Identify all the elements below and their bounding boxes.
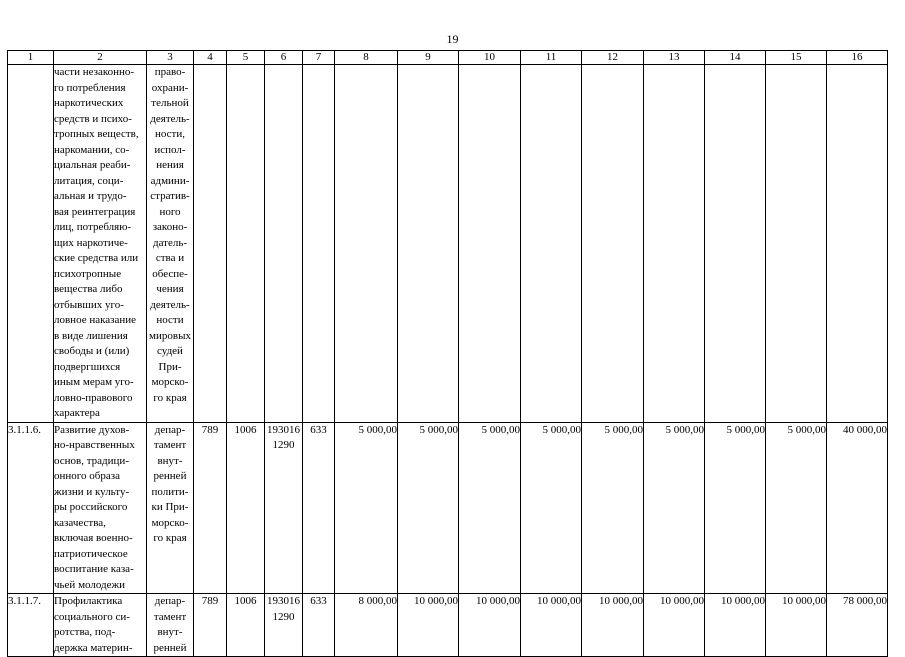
activity-name: Профилактика социального си- ротства, под- держка материн- [54, 594, 147, 657]
column-header: 14 [705, 51, 766, 65]
amount-cell: 5 000,00 [644, 422, 705, 594]
target-article-code: 193016 1290 [265, 594, 303, 657]
table-row [8, 422, 888, 594]
amount-cell [644, 65, 705, 423]
total-cell [827, 65, 888, 423]
column-header: 6 [265, 51, 303, 65]
section-code: 1006 [227, 422, 265, 594]
responsible-executor: депар- тамент внут- ренней [147, 594, 194, 657]
amount-cell [766, 65, 827, 423]
amount-cell: 5 000,00 [705, 422, 766, 594]
amount-cell [398, 65, 459, 423]
column-header: 16 [827, 51, 888, 65]
item-number [8, 65, 54, 423]
column-header: 15 [766, 51, 827, 65]
expense-type-code [303, 65, 335, 423]
amount-cell: 10 000,00 [582, 594, 644, 657]
column-header: 8 [335, 51, 398, 65]
activity-name: части незаконно- го потребления наркотических средств и психо- тропных веществ, наркомании, со- циальная реаби- литация, соци- альная и трудо- вая реинтеграция лиц, потребляю- щих наркотиче- ские средства или психотропные вещества либо отбывших уго- ловное наказание в виде лишения свободы и (или) подвергшихся иным мерам уго- ловно-правового характера [54, 65, 147, 423]
budget-table [7, 50, 888, 657]
amount-cell: 5 000,00 [766, 422, 827, 594]
column-header: 12 [582, 51, 644, 65]
target-article-code: 193016 1290 [265, 422, 303, 594]
amount-cell: 8 000,00 [335, 594, 398, 657]
column-header: 10 [459, 51, 521, 65]
item-number: 3.1.1.7. [8, 594, 54, 657]
amount-cell [582, 65, 644, 423]
amount-cell: 10 000,00 [521, 594, 582, 657]
amount-cell: 10 000,00 [705, 594, 766, 657]
amount-cell [705, 65, 766, 423]
table-row [8, 65, 888, 423]
page-number: 19 [446, 32, 459, 46]
ministry-code: 789 [194, 422, 227, 594]
ministry-code [194, 65, 227, 423]
amount-cell: 5 000,00 [582, 422, 644, 594]
amount-cell: 5 000,00 [398, 422, 459, 594]
column-header: 9 [398, 51, 459, 65]
expense-type-code: 633 [303, 594, 335, 657]
amount-cell: 10 000,00 [459, 594, 521, 657]
column-header: 3 [147, 51, 194, 65]
amount-cell: 10 000,00 [766, 594, 827, 657]
column-number-header-row [8, 51, 888, 65]
total-cell: 78 000,00 [827, 594, 888, 657]
amount-cell: 10 000,00 [644, 594, 705, 657]
amount-cell [521, 65, 582, 423]
item-number: 3.1.1.6. [8, 422, 54, 594]
amount-cell: 5 000,00 [521, 422, 582, 594]
table-row [8, 594, 888, 657]
section-code [227, 65, 265, 423]
column-header: 13 [644, 51, 705, 65]
target-article-code [265, 65, 303, 423]
ministry-code: 789 [194, 594, 227, 657]
amount-cell: 10 000,00 [398, 594, 459, 657]
column-header: 5 [227, 51, 265, 65]
activity-name: Развитие духов- но-нравственных основ, традици- онного образа жизни и культу- ры российского казачества, включая военно- патриотическое воспитание каза- чьей молодежи [54, 422, 147, 594]
total-cell: 40 000,00 [827, 422, 888, 594]
section-code: 1006 [227, 594, 265, 657]
amount-cell [459, 65, 521, 423]
column-header: 1 [8, 51, 54, 65]
amount-cell [335, 65, 398, 423]
responsible-executor: депар- тамент внут- ренней полити- ки При- морско- го края [147, 422, 194, 594]
column-header: 11 [521, 51, 582, 65]
column-header: 4 [194, 51, 227, 65]
responsible-executor: право- охрани- тельной деятель- ности, испол- нения админи- стратив- ного законо- датель- ства и обеспе- чения деятель- ности мировых судей При- морско- го края [147, 65, 194, 423]
expense-type-code: 633 [303, 422, 335, 594]
column-header: 2 [54, 51, 147, 65]
column-header: 7 [303, 51, 335, 65]
amount-cell: 5 000,00 [459, 422, 521, 594]
amount-cell: 5 000,00 [335, 422, 398, 594]
